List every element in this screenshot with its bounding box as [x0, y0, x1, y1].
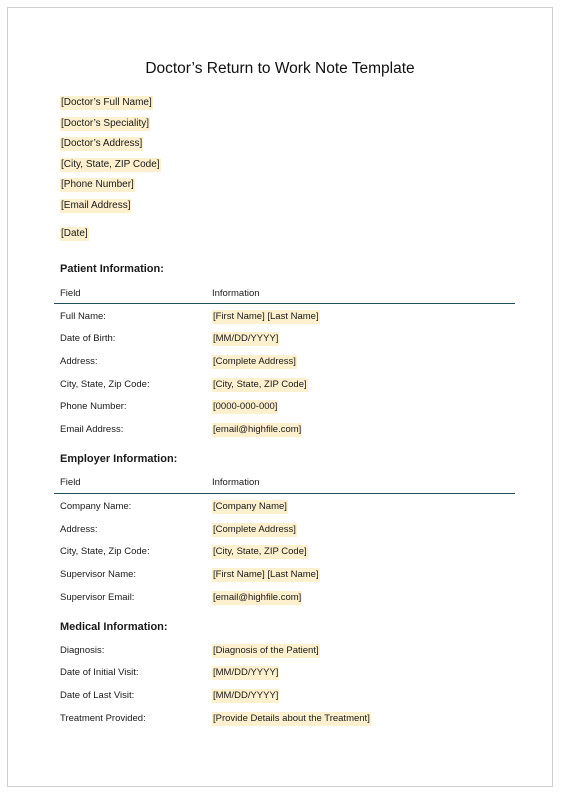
table-row — [60, 523, 510, 537]
row-label: Supervisor Name: — [60, 569, 137, 580]
employer-section-heading: Employer Information: — [60, 453, 178, 465]
table-row — [60, 689, 510, 703]
patient-section-heading: Patient Information: — [60, 263, 164, 275]
row-value: [Diagnosis of the Patient] — [213, 645, 319, 656]
row-value: [City, State, ZIP Code] — [213, 379, 307, 390]
document-title: Doctor’s Return to Work Note Template — [145, 60, 415, 77]
row-label: Diagnosis: — [60, 645, 105, 656]
table-row — [60, 500, 510, 514]
row-value: [Complete Address] — [213, 356, 296, 367]
row-value: [Provide Details about the Treatment] — [213, 713, 370, 724]
row-value: [MM/DD/YYYY] — [213, 667, 279, 678]
row-label: City, State, Zip Code: — [60, 379, 150, 390]
row-label: Address: — [60, 524, 98, 535]
row-label: Date of Last Visit: — [60, 690, 135, 701]
doctor-full-name: [Doctor’s Full Name] — [61, 97, 152, 108]
table-row — [60, 310, 510, 324]
doctor-speciality: [Doctor’s Speciality] — [61, 118, 149, 129]
medical-section-heading: Medical Information: — [60, 621, 168, 633]
table-row — [60, 666, 510, 680]
row-label: Treatment Provided: — [60, 713, 146, 724]
employer-table-divider — [54, 493, 515, 494]
row-value: [email@highfile.com] — [213, 592, 302, 603]
table-row — [60, 378, 510, 392]
doctor-phone: [Phone Number] — [61, 179, 134, 190]
patient-table-header — [60, 287, 510, 301]
row-label: Full Name: — [60, 311, 106, 322]
row-label: Supervisor Email: — [60, 592, 135, 603]
row-value: [First Name] [Last Name] — [213, 569, 319, 580]
column-header-field: Field — [60, 288, 81, 299]
row-value: [Company Name] — [213, 501, 287, 512]
row-label: Phone Number: — [60, 401, 127, 412]
table-row — [60, 545, 510, 559]
table-row — [60, 423, 510, 437]
row-value: [MM/DD/YYYY] — [213, 690, 279, 701]
row-label: Email Address: — [60, 424, 124, 435]
row-value: [email@highfile.com] — [213, 424, 302, 435]
table-row — [60, 712, 510, 726]
row-label: Date of Initial Visit: — [60, 667, 139, 678]
patient-table-divider — [54, 303, 515, 304]
row-value: [0000-000-000] — [213, 401, 278, 412]
column-header-information: Information — [212, 477, 260, 488]
employer-table-header — [60, 476, 510, 490]
table-row — [60, 400, 510, 414]
table-row — [60, 591, 510, 605]
table-row — [60, 568, 510, 582]
row-label: Company Name: — [60, 501, 132, 512]
document-page — [7, 7, 553, 787]
row-value: [First Name] [Last Name] — [213, 311, 319, 322]
table-row — [60, 332, 510, 346]
table-row — [60, 355, 510, 369]
row-value: [Complete Address] — [213, 524, 296, 535]
table-row — [60, 644, 510, 658]
column-header-field: Field — [60, 477, 81, 488]
row-label: Date of Birth: — [60, 333, 116, 344]
column-header-information: Information — [212, 288, 260, 299]
doctor-address: [Doctor’s Address] — [61, 138, 143, 149]
row-value: [MM/DD/YYYY] — [213, 333, 279, 344]
row-label: City, State, Zip Code: — [60, 546, 150, 557]
row-value: [City, State, ZIP Code] — [213, 546, 307, 557]
document-date: [Date] — [61, 228, 88, 239]
row-label: Address: — [60, 356, 98, 367]
doctor-email: [Email Address] — [61, 200, 131, 211]
doctor-city: [City, State, ZIP Code] — [61, 159, 160, 170]
